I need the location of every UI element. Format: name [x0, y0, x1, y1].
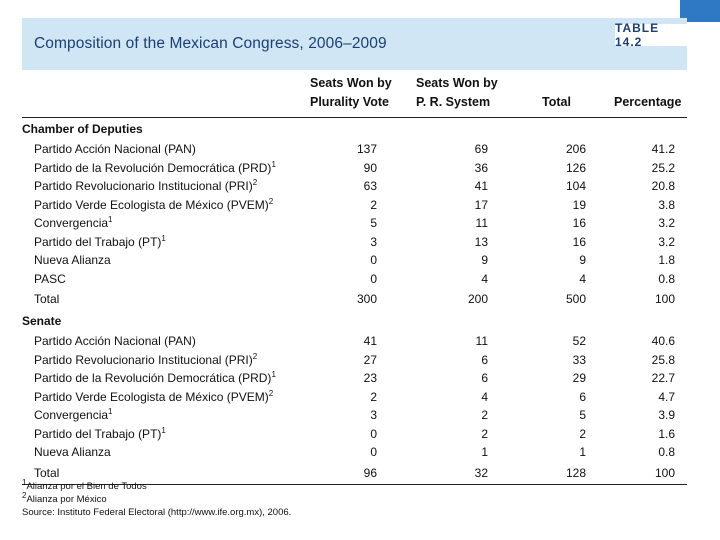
plurality-value: 0	[370, 426, 377, 441]
party-name-cell	[22, 233, 310, 252]
pct-value: 4.7	[658, 389, 675, 404]
total-pct-value: 100	[654, 292, 675, 306]
pct-value: 1.8	[658, 253, 675, 267]
pr-value: 4	[481, 271, 488, 286]
pct-value: 0.8	[658, 445, 675, 459]
pr-value: 13	[474, 234, 488, 249]
party-name-cell	[22, 406, 310, 425]
total-label: Total	[34, 292, 60, 306]
source-note: Source: Instituto Federal Electoral (http://www.ife.org.mx), 2006.	[22, 507, 292, 518]
pct-value: 3.2	[658, 216, 675, 230]
col-pr-header	[400, 70, 516, 118]
plurality-value: 41	[363, 334, 377, 348]
senate-section-heading-row	[22, 310, 687, 332]
plurality-value: 0	[370, 271, 377, 286]
party-name: Nueva Alianza	[34, 253, 111, 267]
plurality-value: 137	[356, 142, 377, 156]
total-value: 16	[572, 216, 586, 230]
col-pr-line1: Seats Won by	[416, 76, 498, 90]
plurality-value: 63	[363, 179, 377, 193]
pr-value: 69	[474, 142, 488, 156]
plurality-value: 2	[370, 197, 377, 212]
footnote-2	[22, 490, 291, 506]
party-name: Partido Revolucionario Institucional (PRI)	[34, 352, 253, 367]
chamber-section-heading: Chamber of Deputies	[22, 122, 143, 136]
table-row	[22, 214, 687, 233]
plurality-value: 5	[370, 216, 377, 230]
footnote-marker: 2	[252, 178, 258, 187]
blank-header	[22, 70, 310, 118]
pct-value: 41.2	[651, 142, 675, 156]
table-number-badge: TABLE 14.2	[615, 24, 687, 46]
pct-value: 25.8	[651, 352, 675, 367]
footnote-marker: 1	[108, 407, 113, 416]
pr-value: 36	[474, 160, 488, 175]
pct-value: 0.8	[658, 271, 675, 286]
congress-composition-table	[22, 70, 687, 485]
col-plurality-line1: Seats Won by	[310, 76, 392, 90]
total-total-value: 128	[565, 465, 586, 480]
chamber-section-heading-row	[22, 118, 687, 141]
party-name-cell	[22, 159, 310, 178]
plurality-value: 23	[363, 371, 377, 385]
table-row	[22, 406, 687, 425]
total-plurality-value: 96	[363, 465, 377, 480]
pct-value: 3.8	[658, 197, 675, 212]
total-pr-value: 32	[474, 465, 488, 480]
footnote-1	[22, 477, 291, 493]
total-pr-value: 200	[467, 292, 488, 306]
plurality-value: 0	[370, 253, 377, 267]
total-value: 1	[579, 445, 586, 459]
plurality-value: 3	[370, 234, 377, 249]
party-name: Partido del Trabajo (PT)	[34, 426, 162, 441]
table-row	[22, 251, 687, 270]
total-label: Total	[34, 465, 60, 480]
total-plurality-value: 300	[356, 292, 377, 306]
pct-value: 20.8	[651, 179, 675, 193]
pr-value: 9	[481, 253, 488, 267]
total-value: 206	[565, 142, 586, 156]
total-value: 2	[579, 426, 586, 441]
table-row	[22, 196, 687, 215]
table-row	[22, 425, 687, 444]
total-pct-value: 100	[654, 465, 675, 480]
footnote-marker: 1	[161, 233, 166, 243]
footnote-1-mark: 1	[22, 477, 27, 487]
pr-value: 11	[475, 216, 488, 230]
table-row	[22, 159, 687, 178]
chamber-total-row	[22, 288, 687, 310]
col-plurality-header	[310, 70, 400, 118]
party-name-cell	[22, 425, 310, 444]
party-name-cell	[22, 177, 310, 196]
party-name-cell	[22, 332, 310, 351]
pr-value: 2	[481, 408, 488, 422]
footnote-marker: 1	[161, 425, 166, 435]
party-name: Partido Verde Ecologista de México (PVEM)	[34, 197, 269, 212]
col-plurality-line2: Plurality Vote	[310, 95, 389, 109]
col-percentage-header: Percentage	[614, 95, 682, 109]
total-value: 16	[572, 234, 586, 249]
party-name-cell	[22, 251, 310, 270]
pr-value: 2	[481, 426, 488, 441]
party-name-cell	[22, 140, 310, 159]
pr-value: 6	[481, 371, 488, 385]
total-value: 104	[565, 179, 586, 193]
table-row	[22, 388, 687, 407]
footnote-2-mark: 2	[22, 490, 27, 500]
footnotes	[22, 477, 292, 519]
pr-value: 4	[481, 389, 488, 404]
party-name-cell	[22, 443, 310, 462]
plurality-value: 0	[370, 445, 377, 459]
total-value: 29	[572, 371, 586, 385]
party-name: Partido Acción Nacional (PAN)	[34, 334, 196, 348]
total-value: 5	[579, 408, 586, 422]
party-name-cell	[22, 388, 310, 407]
pct-value: 22.7	[651, 371, 675, 385]
total-value: 9	[579, 253, 586, 267]
total-value: 4	[579, 271, 586, 286]
table-row	[22, 369, 687, 388]
pr-value: 1	[481, 445, 488, 459]
table-container	[22, 70, 687, 485]
plurality-value: 2	[370, 389, 377, 404]
footnote-marker: 2	[268, 388, 274, 398]
party-name: Partido Revolucionario Institucional (PRI)	[34, 179, 253, 193]
senate-section-heading: Senate	[22, 314, 62, 328]
footnote-marker: 1	[271, 159, 276, 169]
total-value: 126	[565, 160, 586, 175]
plurality-value: 27	[363, 352, 377, 367]
table-row	[22, 332, 687, 351]
plurality-value: 3	[370, 408, 377, 422]
pct-value: 1.6	[658, 426, 675, 441]
pct-value: 40.6	[651, 334, 675, 348]
party-name-cell	[22, 196, 310, 215]
footnote-marker: 1	[108, 215, 113, 224]
pct-value: 3.2	[658, 234, 675, 249]
table-header-band	[22, 18, 687, 70]
table-row	[22, 177, 687, 196]
table-row	[22, 443, 687, 462]
party-name-cell	[22, 369, 310, 388]
footnote-marker: 1	[271, 370, 276, 379]
table-row	[22, 270, 687, 289]
total-value: 6	[579, 389, 586, 404]
footnote-marker: 2	[268, 196, 274, 206]
table-row	[22, 233, 687, 252]
party-name: Convergencia	[34, 216, 109, 230]
party-name: Partido de la Revolución Democrática (PRD)	[34, 371, 272, 385]
pr-value: 11	[475, 334, 488, 348]
pct-value: 3.9	[658, 408, 675, 422]
table-body	[22, 118, 687, 485]
footnote-1-text: Alianza por el Bien de Todos	[26, 481, 147, 492]
party-name: Partido Acción Nacional (PAN)	[34, 142, 196, 156]
party-name-cell	[22, 351, 310, 370]
party-name-cell	[22, 270, 310, 289]
col-pr-line2: P. R. System	[416, 95, 491, 109]
total-total-value: 500	[565, 292, 586, 306]
pr-value: 41	[474, 179, 488, 193]
party-name: Partido Verde Ecologista de México (PVEM)	[34, 389, 269, 404]
footnote-2-text: Alianza por México	[26, 494, 107, 505]
total-value: 19	[572, 197, 586, 212]
party-name: PASC	[34, 271, 66, 286]
table-row	[22, 351, 687, 370]
pct-value: 25.2	[651, 160, 675, 175]
header-row	[22, 70, 687, 118]
table-title: Composition of the Mexican Congress, 2006–2009	[34, 35, 387, 52]
party-name: Partido de la Revolución Democrática (PRD)	[34, 160, 272, 175]
plurality-value: 90	[363, 160, 377, 175]
party-name: Partido del Trabajo (PT)	[34, 234, 162, 249]
party-name: Nueva Alianza	[34, 445, 111, 459]
pr-value: 17	[474, 197, 488, 212]
table-row	[22, 140, 687, 159]
total-value: 33	[572, 352, 586, 367]
footnote-marker: 2	[252, 351, 258, 361]
col-total-header: Total	[542, 95, 571, 109]
pr-value: 6	[481, 352, 488, 367]
total-value: 52	[572, 334, 586, 348]
party-name: Convergencia	[34, 408, 109, 422]
party-name-cell	[22, 214, 310, 233]
